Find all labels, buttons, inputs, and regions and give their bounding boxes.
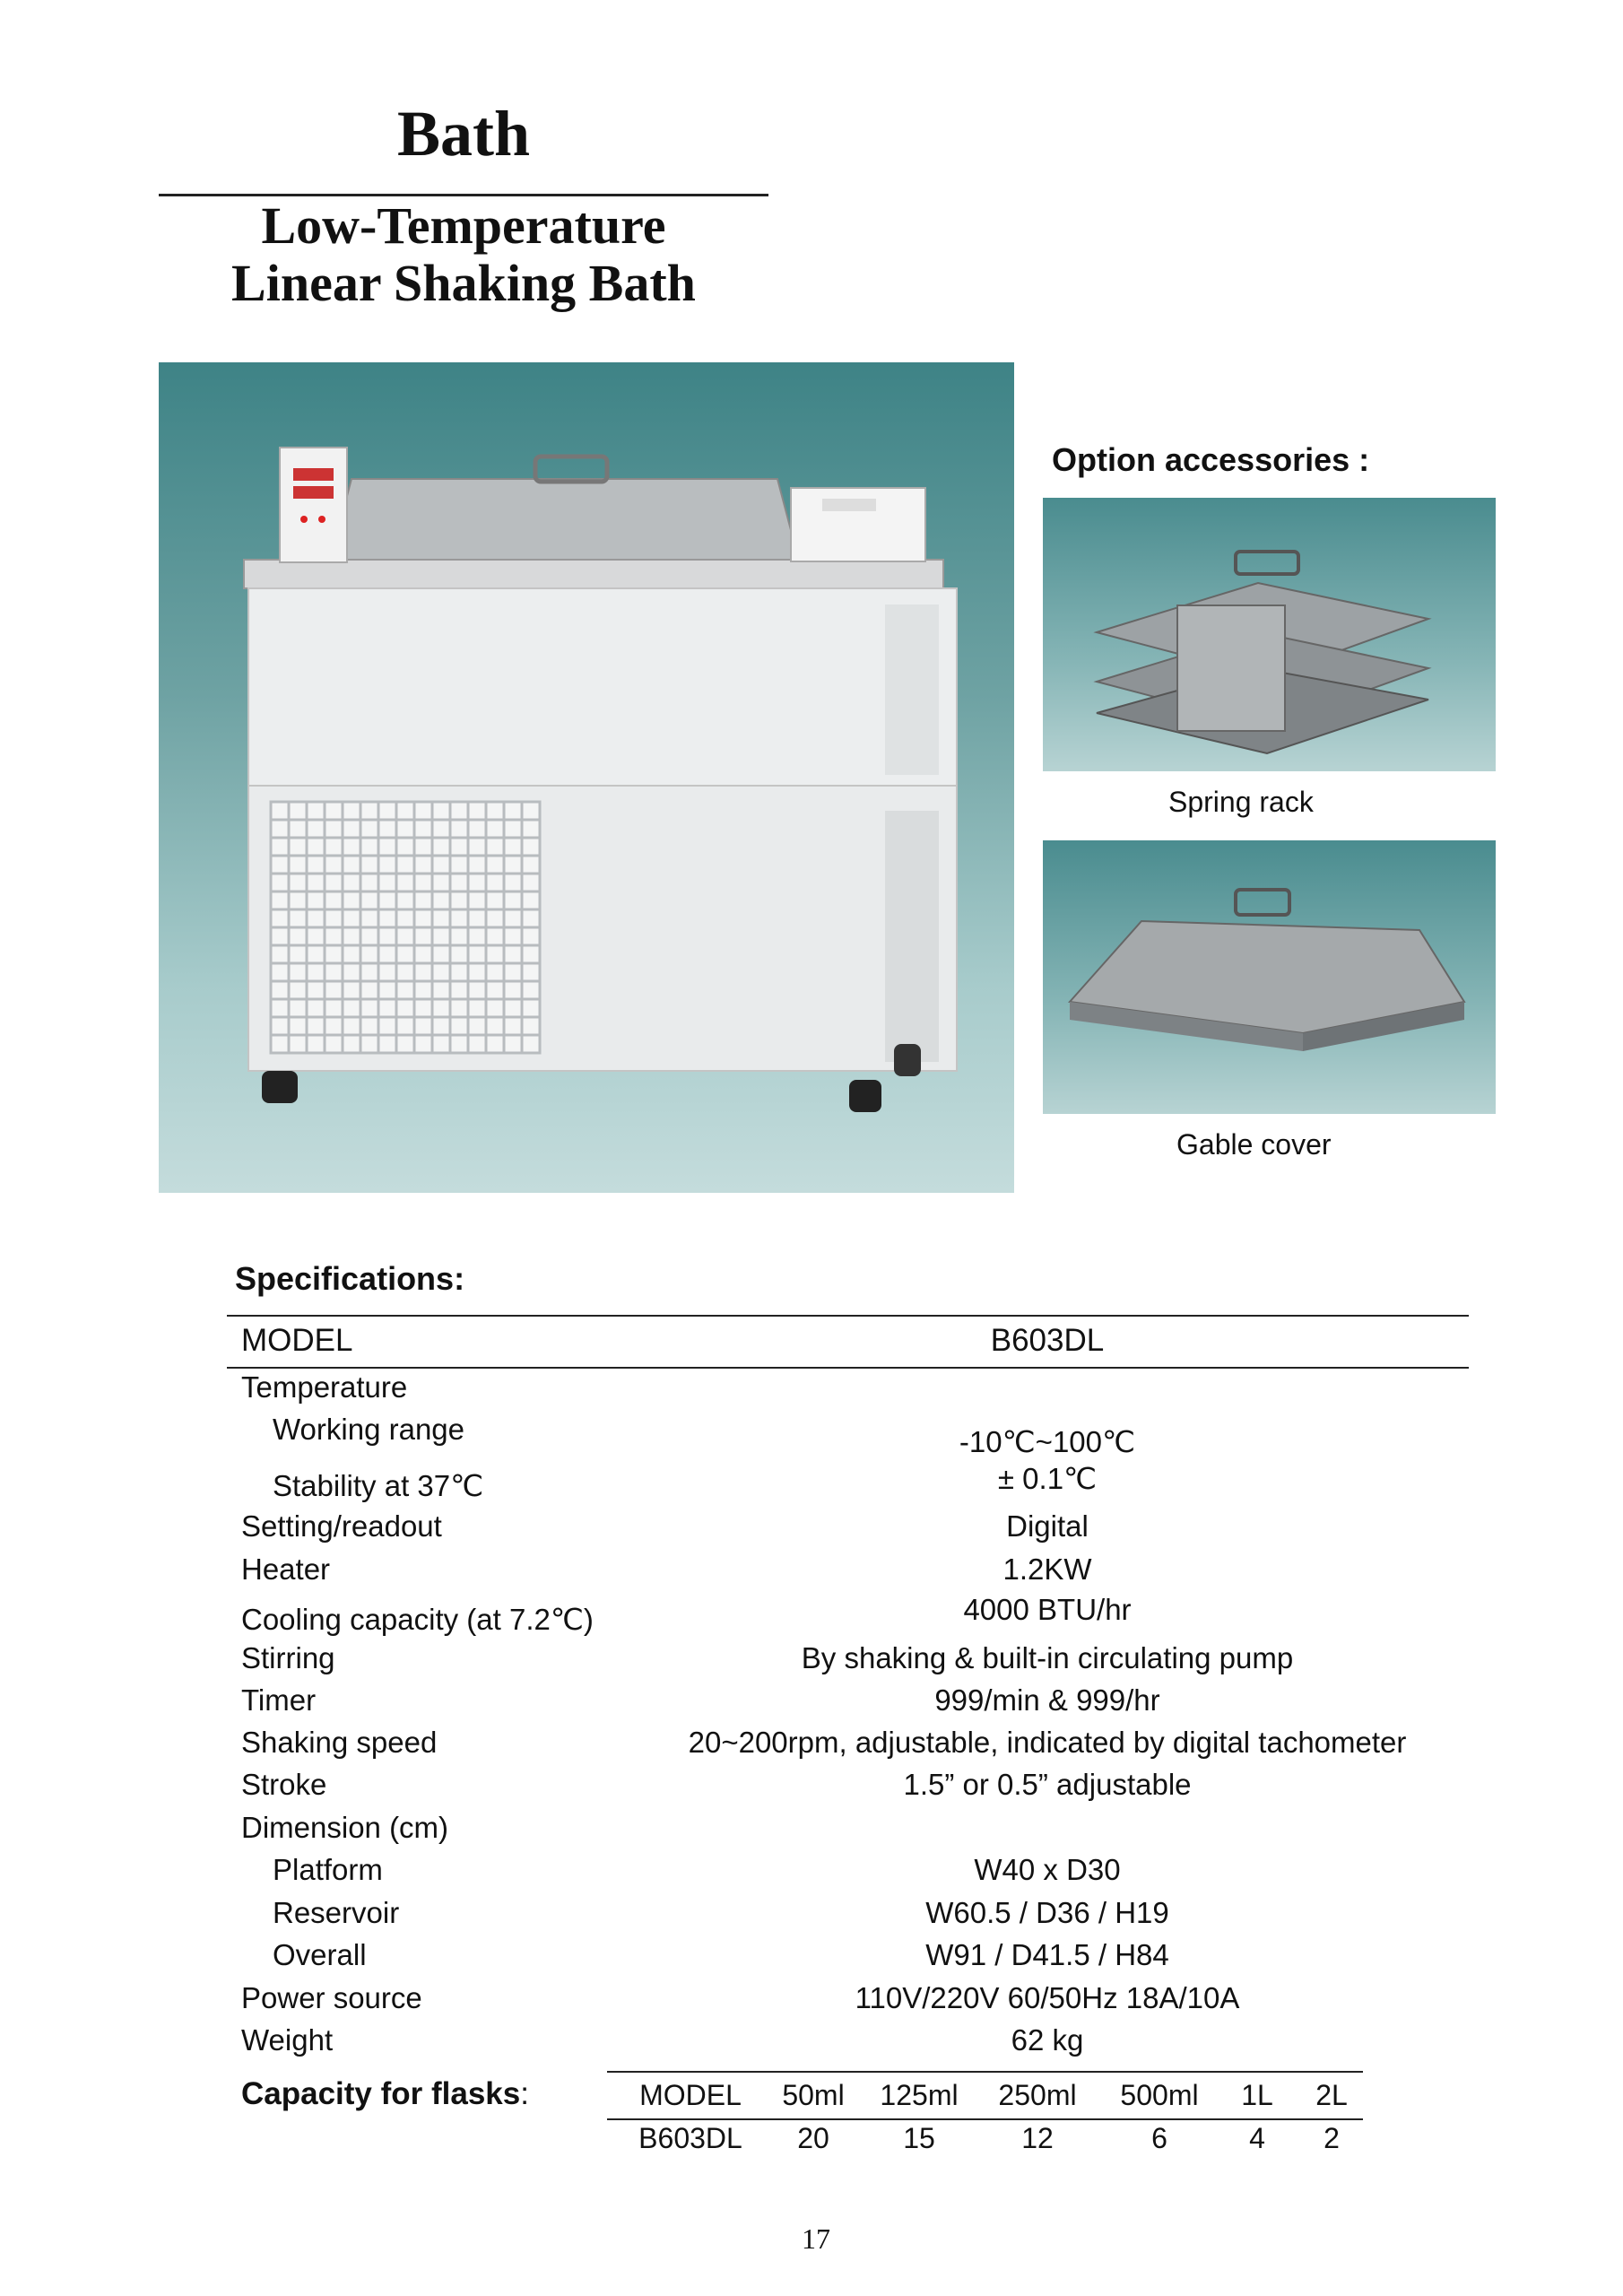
spec-platform-label: Platform <box>273 1853 383 1886</box>
spec-stroke-label: Stroke <box>241 1768 327 1801</box>
spec-model-label: MODEL <box>241 1323 353 1358</box>
spec-model-value: B603DL <box>990 1323 1105 1358</box>
spec-table-header-rule <box>227 1367 1469 1369</box>
spec-platform-value: W40 x D30 <box>974 1853 1121 1886</box>
page-title: Bath <box>396 98 531 170</box>
spec-heater-label: Heater <box>241 1552 331 1586</box>
capacity-row-50ml: 20 <box>797 2122 829 2154</box>
spring-rack-illustration <box>1043 498 1496 771</box>
capacity-row-model: B603DL <box>638 2122 742 2154</box>
spec-shaking-speed-value: 20~200rpm, adjustable, indicated by digital tachometer <box>688 1726 1407 1759</box>
spec-working-range-label: Working range <box>273 1413 465 1446</box>
spec-setting-label: Setting/readout <box>241 1509 442 1543</box>
product-title-line-1: Low-Temperature <box>261 196 666 255</box>
spec-reservoir-value: W60.5 / D36 / H19 <box>925 1896 1169 1929</box>
spec-timer-value: 999/min & 999/hr <box>934 1683 1160 1717</box>
capacity-row-500ml: 6 <box>1151 2122 1167 2154</box>
spec-temperature-label: Temperature <box>241 1370 408 1404</box>
spec-stirring-label: Stirring <box>241 1641 335 1674</box>
option-accessories-title: Option accessories : <box>1052 441 1370 478</box>
capacity-row-1l: 4 <box>1249 2122 1265 2154</box>
spec-power-label: Power source <box>241 1981 422 2014</box>
spec-dimension-label: Dimension (cm) <box>241 1811 449 1844</box>
capacity-header-250ml: 250ml <box>998 2079 1077 2111</box>
capacity-header-1l: 1L <box>1241 2079 1273 2111</box>
capacity-row-250ml: 12 <box>1021 2122 1054 2154</box>
spec-working-range-value: -10℃~100℃ <box>959 1425 1136 1458</box>
capacity-title <box>241 2076 529 2112</box>
gable-cover-photo <box>1043 840 1496 1114</box>
spec-timer-label: Timer <box>241 1683 317 1717</box>
spring-rack-photo <box>1043 498 1496 771</box>
product-title-line-2: Linear Shaking Bath <box>231 254 696 312</box>
gable-cover-caption: Gable cover <box>1176 1128 1332 1161</box>
spring-rack-caption: Spring rack <box>1168 786 1314 818</box>
spec-shaking-speed-label: Shaking speed <box>241 1726 438 1759</box>
spec-weight-value: 62 kg <box>1011 2023 1084 2057</box>
spec-power-value: 110V/220V 60/50Hz 18A/10A <box>855 1981 1240 2014</box>
capacity-row-125ml: 15 <box>903 2122 935 2154</box>
gable-cover-illustration <box>1043 840 1496 1114</box>
spec-reservoir-label: Reservoir <box>273 1896 400 1929</box>
spec-cooling-value: 4000 BTU/hr <box>963 1593 1132 1626</box>
capacity-header-model: MODEL <box>639 2079 742 2111</box>
spec-stirring-value: By shaking & built-in circulating pump <box>801 1641 1294 1674</box>
capacity-header-2l: 2L <box>1315 2079 1348 2111</box>
capacity-title-colon: : <box>520 2076 529 2111</box>
shaking-bath-illustration <box>159 362 1014 1193</box>
page-number: 17 <box>802 2222 830 2255</box>
spec-cooling-label: Cooling capacity (at 7.2℃) <box>241 1603 594 1636</box>
spec-overall-label: Overall <box>273 1938 367 1971</box>
capacity-header-500ml: 500ml <box>1120 2079 1199 2111</box>
spec-stability-value: ± 0.1℃ <box>997 1462 1098 1495</box>
spec-overall-value: W91 / D41.5 / H84 <box>925 1938 1169 1971</box>
spec-stroke-value: 1.5” or 0.5” adjustable <box>903 1768 1192 1801</box>
capacity-header-125ml: 125ml <box>880 2079 959 2111</box>
capacity-row-2l: 2 <box>1324 2122 1340 2154</box>
capacity-table-header-rule <box>607 2118 1363 2120</box>
spec-stability-label: Stability at 37℃ <box>273 1469 484 1502</box>
spec-heater-value: 1.2KW <box>1002 1552 1092 1586</box>
product-photo <box>159 362 1014 1193</box>
spec-table-top-rule <box>227 1315 1469 1317</box>
capacity-header-50ml: 50ml <box>782 2079 845 2111</box>
spec-weight-label: Weight <box>241 2023 334 2057</box>
capacity-table-top-rule <box>607 2071 1363 2073</box>
spec-setting-value: Digital <box>1006 1509 1089 1543</box>
capacity-title-text: Capacity for flasks <box>241 2076 521 2111</box>
specifications-title: Specifications: <box>235 1260 465 1297</box>
